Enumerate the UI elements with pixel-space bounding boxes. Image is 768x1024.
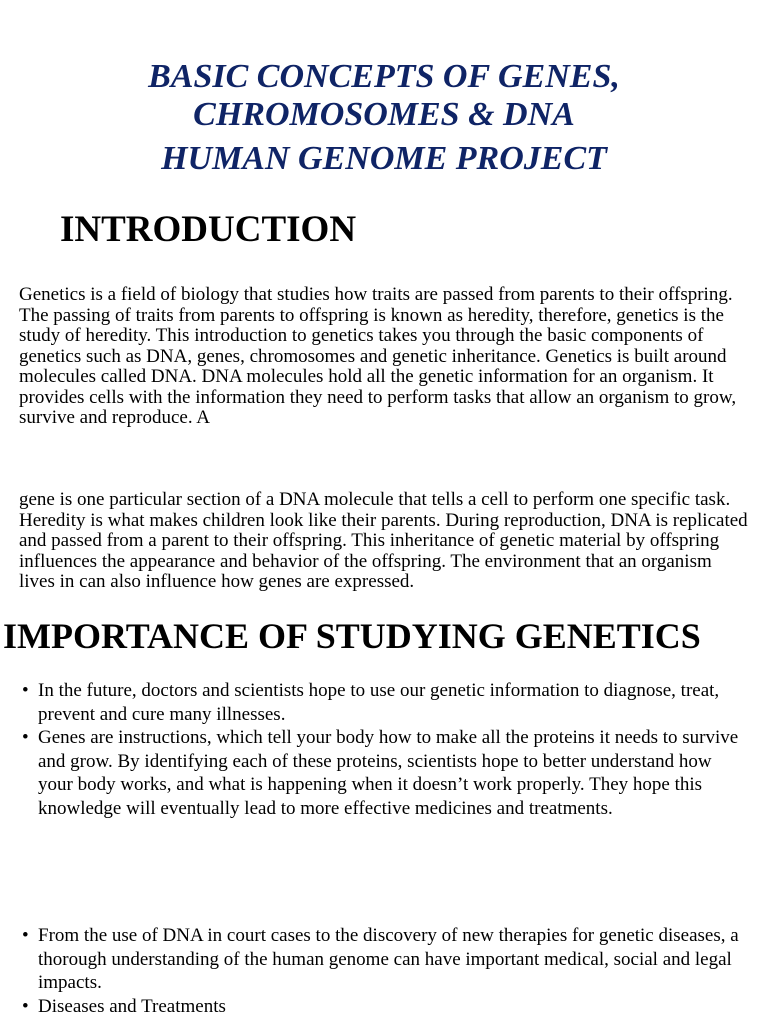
- bullet-dot-icon: •: [22, 925, 29, 946]
- bullet-dot-icon: •: [22, 680, 29, 701]
- document-title: [0, 58, 768, 178]
- bullet-dot-icon: •: [22, 727, 29, 748]
- introduction-paragraph-2: gene is one particular section of a DNA molecule that tells a cell to perform one specific task. Heredity is what makes children look like their parents. During reproduction, DNA is replicated and passed from a parent to their offspring. This inheritance of genetic material by offspring influences the appearance and behavior of the offspring. The environment that an organism lives in can also influence how genes are expressed.: [19, 489, 748, 592]
- bullet-item: [0, 924, 768, 995]
- title-line-2: CHROMOSOMES & DNA: [193, 96, 575, 133]
- importance-bullet-list-2: [0, 924, 768, 1018]
- bullet-item: [0, 726, 768, 820]
- bullet-text: In the future, doctors and scientists hope to use our genetic information to diagnose, treat, prevent and cure many illnesses.: [38, 680, 720, 725]
- importance-heading: IMPORTANCE OF STUDYING GENETICS: [3, 616, 701, 656]
- introduction-heading: INTRODUCTION: [60, 209, 357, 250]
- title-line-1: BASIC CONCEPTS OF GENES,: [148, 58, 620, 95]
- bullet-dot-icon: •: [22, 995, 29, 1017]
- title-line-3: HUMAN GENOME PROJECT: [161, 140, 607, 177]
- bullet-text: Diseases and Treatments: [38, 995, 226, 1017]
- bullet-item: [0, 679, 768, 726]
- bullet-text: Genes are instructions, which tell your body how to make all the proteins it needs to survive and grow. By identifying each of these proteins, scientists hope to better understand how your body works, and what is happening when it doesn’t work properly. They hope this knowledge will eventually lead to more effective medicines and treatments.: [38, 727, 739, 819]
- importance-bullet-list-1: [0, 679, 768, 820]
- bullet-item: [0, 995, 768, 1019]
- introduction-paragraph-1: Genetics is a field of biology that studies how traits are passed from parents to their offspring. The passing of traits from parents to offspring is known as heredity, therefore, genetics is the study of heredity. This introduction to genetics takes you through the basic components of genetics such as DNA, genes, chromosomes and genetic inheritance. Genetics is built around molecules called DNA. DNA molecules hold all the genetic information for an organism. It provides cells with the information they need to perform tasks that allow an organism to grow, survive and reproduce. A: [19, 284, 737, 428]
- bullet-text: From the use of DNA in court cases to the discovery of new therapies for genetic diseases, a thorough understanding of the human genome can have important medical, social and legal impacts.: [38, 925, 739, 993]
